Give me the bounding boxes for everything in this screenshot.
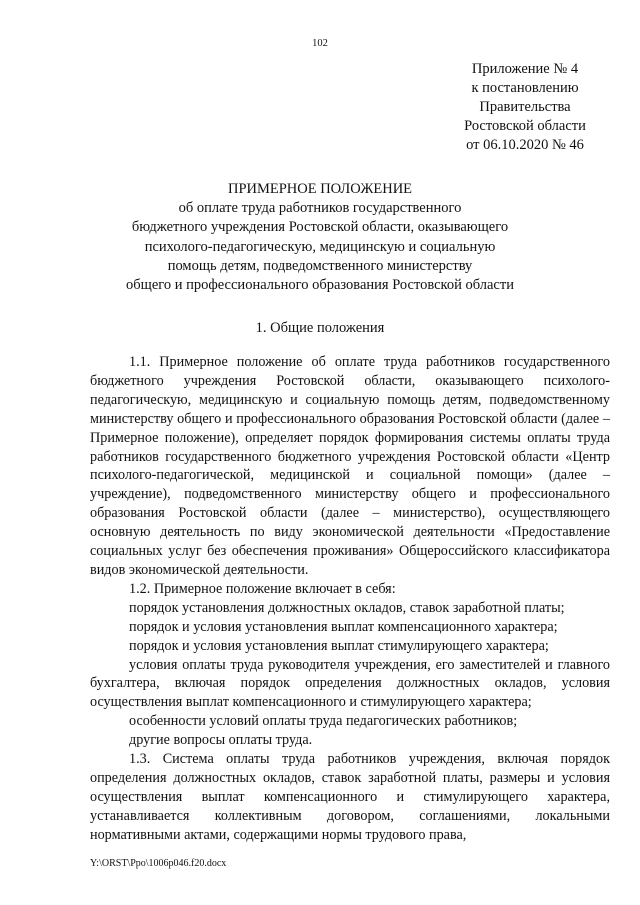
document-subtitle-line: бюджетного учреждения Ростовской области, оказывающего: [131, 219, 509, 236]
footer-file-path: Y:\ORST\Ppo\1006p046.f20.docx: [90, 858, 227, 869]
appendix-line: Правительства: [479, 99, 571, 115]
paragraph: особенности условий оплаты труда педагогических работников;: [129, 713, 518, 730]
appendix-line: от 06.10.2020 № 46: [466, 137, 584, 153]
paragraph: условия оплаты труда руководителя учреждения, его заместителей и главного бухгалтера, включая порядок определения должностных окладов, условия осуществления выплат компенсационного и стимулирующего характера;: [90, 656, 610, 711]
document-subtitle-line: об оплате труда работников государственного: [178, 200, 462, 217]
document-subtitle-line: общего и профессионального образования Ростовской области: [126, 277, 514, 294]
paragraph: 1.2. Примерное положение включает в себя:: [129, 580, 396, 597]
document-title: ПРИМЕРНОЕ ПОЛОЖЕНИЕ: [227, 181, 413, 197]
appendix-line: к постановлению: [471, 80, 579, 96]
paragraph: порядок и условия установления выплат компенсационного характера;: [129, 618, 558, 635]
paragraph: другие вопросы оплаты труда.: [129, 732, 313, 749]
appendix-block: [430, 60, 620, 155]
paragraph: порядок и условия установления выплат стимулирующего характера;: [129, 637, 549, 654]
paragraph: 1.3. Система оплаты труда работников учреждения, включая порядок определения должностных окладов, ставок заработной платы, размеры и условия осуществления выплат компенсационного и стимулирующего характера, устанавливается коллективным договором, соглашениями, локальными нормативными актами, содержащими нормы трудового права,: [90, 751, 610, 843]
document-subtitle-line: помощь детям, подведомственного министерству: [167, 257, 473, 274]
page-number: 102: [312, 38, 328, 49]
paragraph: 1.1. Примерное положение об оплате труда работников государственного бюджетного учреждения Ростовской области, оказывающего психолого-педагогическую, медицинскую и социальную помощь детям, подведомственному министерству общего и профессионального образования Ростовской области (далее – Примерное положение), определяет порядок формирования системы оплаты труда работников государственного бюджетного учреждения Ростовской области «Центр психолого-педагогической, медицинской и социальной помощи» (далее – учреждение), подведомственного министерству общего и профессионального образования Ростовской области (далее – министерство), осуществляющего основную деятельность по виду экономической деятельности «Предоставление социальных услуг без обеспечения проживания» Общероссийского классификатора видов экономической деятельности.: [90, 354, 610, 578]
section-heading: 1. Общие положения: [255, 320, 385, 336]
appendix-line: Ростовской области: [464, 118, 586, 134]
appendix-line: Приложение № 4: [471, 61, 579, 77]
document-subtitle-line: психолого-педагогическую, медицинскую и социальную: [144, 238, 496, 255]
document-body: [90, 353, 610, 845]
document-title-block: [60, 180, 580, 295]
paragraph: порядок установления должностных окладов, ставок заработной платы;: [129, 599, 565, 616]
